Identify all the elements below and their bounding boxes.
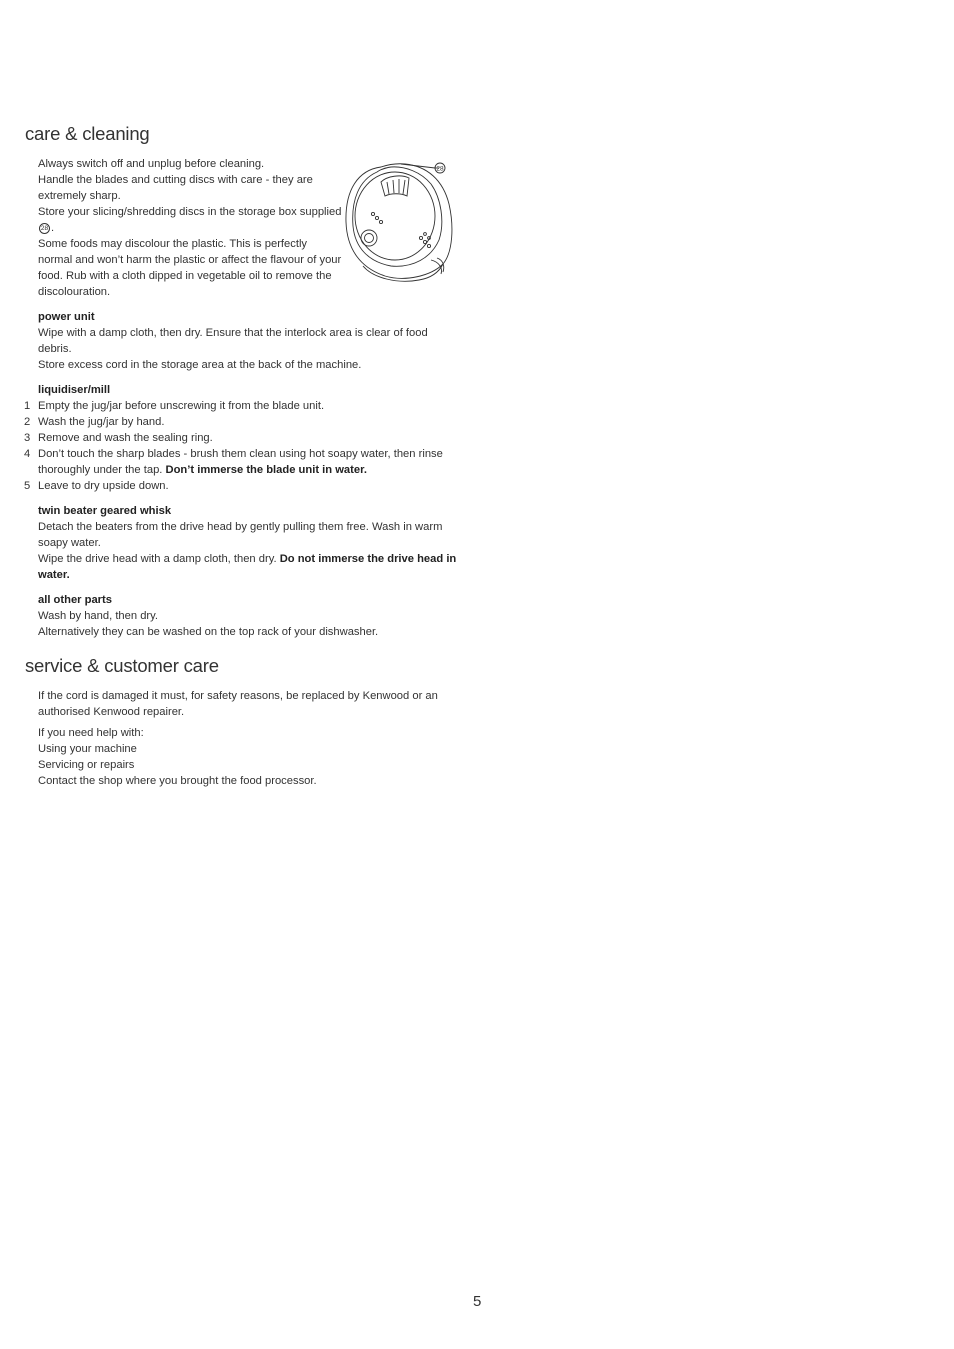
step-list [24,398,457,494]
subheading: power unit [38,311,95,323]
intro-line: Some foods may discolour the plastic. This is perfectly normal and won’t harm the plastic or affect the flavour of your food. Rub with a cloth dipped in vegetable oil to remove the discolouration. [38,238,342,298]
list-item: 4 Don’t touch the sharp blades - brush them clean using hot soapy water, then rinse thoroughly under the tap. Don’t immerse the blade unit in water. [24,448,443,476]
list-item: 3 Remove and wash the sealing ring. [24,432,213,444]
care-intro [38,156,343,300]
list-item: 1 Empty the jug/jar before unscrewing it from the blade unit. [24,400,325,412]
paragraph: If the cord is damaged it must, for safety reasons, be replaced by Kenwood or an authorised Kenwood repairer. [38,690,438,718]
list-item: 5 Leave to dry upside down. [24,480,169,492]
service-section [25,654,457,789]
callout-number-icon: 28 [40,224,49,232]
paragraph: Using your machine [38,743,137,755]
paragraph: Detach the beaters from the drive head by gently pulling them free. Wash in warm soapy water. [38,521,443,549]
whisk-section [38,503,457,583]
paragraph: Wipe the drive head with a damp cloth, then dry. Do not immerse the drive head in water. [38,553,457,581]
power-unit-section [38,309,457,373]
storage-box-illustration [343,160,455,288]
paragraph: Alternatively they can be washed on the top rack of your dishwasher. [38,626,379,638]
warning-text: Don’t immerse the blade unit in water. [165,464,367,476]
list-item: 2 Wash the jug/jar by hand. [24,416,165,428]
section-heading-care: care & cleaning [25,123,150,144]
paragraph: Servicing or repairs [38,759,135,771]
subheading: all other parts [38,594,112,606]
intro-line: Store your slicing/shredding discs in the storage box supplied 28 . [38,206,342,234]
subheading: twin beater geared whisk [38,505,172,517]
warning-text: Do not immerse the drive head in water. [38,553,457,581]
section-heading-service: service & customer care [25,655,219,676]
page-number: 5 [473,1293,482,1310]
intro-line: Handle the blades and cutting discs with care - they are extremely sharp. [38,174,313,202]
liquidiser-section [24,382,457,494]
paragraph: Wash by hand, then dry. [38,610,159,622]
callout-label: 28 [436,165,444,173]
paragraph: Contact the shop where you brought the food processor. [38,775,317,787]
other-parts-section [38,592,457,640]
subheading: liquidiser/mill [38,384,111,396]
paragraph: Store excess cord in the storage area at the back of the machine. [38,359,362,371]
paragraph: Wipe with a damp cloth, then dry. Ensure that the interlock area is clear of food debris. [38,327,428,355]
paragraph: If you need help with: [38,727,144,739]
intro-line: Always switch off and unplug before cleaning. [38,158,265,170]
